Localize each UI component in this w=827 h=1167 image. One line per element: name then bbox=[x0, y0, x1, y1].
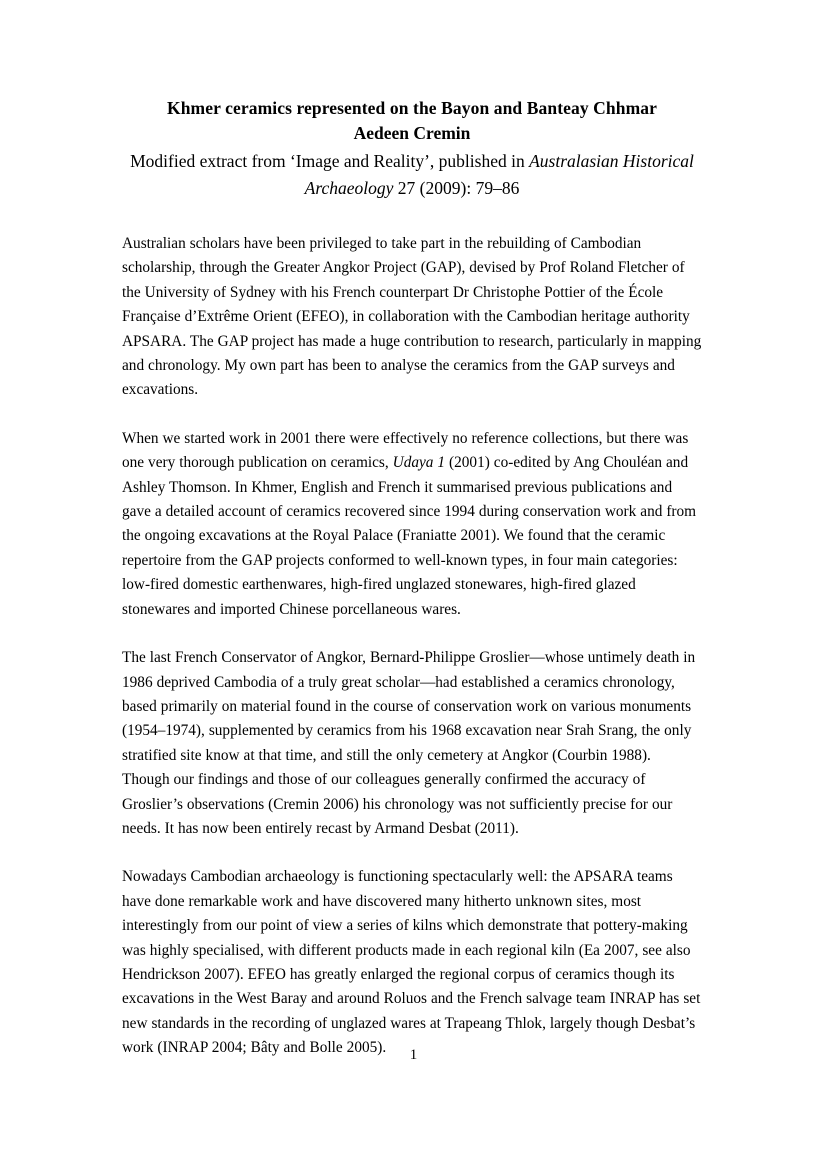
document-title: Khmer ceramics represented on the Bayon and Banteay Chhmar bbox=[167, 98, 657, 118]
subtitle-prefix: Modified extract from ‘Image and Reality’, published in bbox=[130, 151, 530, 171]
publication-title-udaya: Udaya 1 bbox=[392, 454, 446, 472]
paragraph-2 bbox=[122, 427, 702, 622]
page-number: 1 bbox=[409, 1047, 418, 1063]
subtitle-journal-title: Australasian Historical Archaeology bbox=[304, 151, 694, 198]
paragraph-2-part-2: (2001) co-edited by Ang Chouléan and Ashley Thomson. In Khmer, English and French it summarised previous publications and gave a detailed account of ceramics recovered since 1994 during conservation work and from the ongoing excavations at the Royal Palace (Franiatte 2001). We found that the ceramic repertoire from the GAP projects conformed to well-known types, in four main categories: low-fired domestic earthenwares, high-fired unglazed stonewares, high-fired glazed stonewares and imported Chinese porcellaneous wares. bbox=[122, 454, 697, 618]
subtitle-citation: 27 (2009): 79–86 bbox=[393, 178, 520, 198]
paragraph-4: Nowadays Cambodian archaeology is functioning spectacularly well: the APSARA teams have done remarkable work and have discovered many hitherto unknown sites, most interestingly from our point of view a series of kilns which demonstrate that pottery-making was highly specialised, with different products made in each regional kiln (Ea 2007, see also Hendrickson 2007). EFEO has greatly enlarged the regional corpus of ceramics though its excavations in the West Baray and around Roluos and the French salvage team INRAP has set new standards in the recording of unglazed wares at Trapeang Thlok, largely though Desbat’s work (INRAP 2004; Bâty and Bolle 2005). bbox=[122, 868, 701, 1057]
document-content bbox=[122, 96, 702, 1061]
document-subtitle bbox=[122, 148, 702, 202]
title-block bbox=[122, 96, 702, 202]
paragraph-2-part-1: When we started work in 2001 there were effectively no reference collections, but there was one very thorough publication on ceramics, bbox=[122, 429, 689, 472]
document-author: Aedeen Cremin bbox=[353, 123, 471, 143]
paragraph-3: The last French Conservator of Angkor, Bernard-Philippe Groslier—whose untimely death in 1986 deprived Cambodia of a truly great scholar—had established a ceramics chronology, based primarily on material found in the course of conservation work on various monuments (1954–1974), supplemented by ceramics from his 1968 excavation near Srah Srang, the only stratified site know at that time, and still the only cemetery at Angkor (Courbin 1988). Though our findings and those of our colleagues generally confirmed the accuracy of Groslier’s observations (Cremin 2006) his chronology was not sufficiently precise for our needs. It has now been entirely recast by Armand Desbat (2011). bbox=[122, 649, 696, 837]
paragraph-1: Australian scholars have been privileged to take part in the rebuilding of Cambodian scholarship, through the Greater Angkor Project (GAP), devised by Prof Roland Fletcher of the University of Sydney with his French counterpart Dr Christophe Pottier of the École Française d’Extrême Orient (EFEO), in collaboration with the Cambodian heritage authority APSARA. The GAP project has made a huge contribution to research, particularly in mapping and chronology. My own part has been to analyse the ceramics from the GAP surveys and excavations. bbox=[122, 235, 702, 399]
